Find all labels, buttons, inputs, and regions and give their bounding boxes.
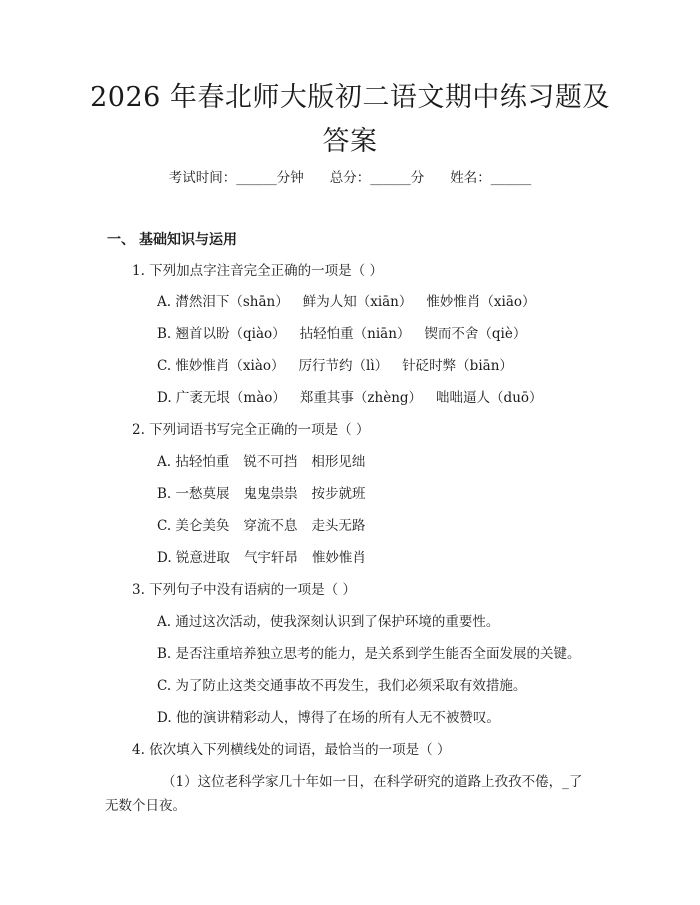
question-2-option-d: D. 锐意进取 气宇轩昂 惟妙惟肖 <box>157 550 366 566</box>
page-title: 2026 年春北师大版初二语文期中练习题及答案 <box>90 82 610 157</box>
question-4-passage: （1）这位老科学家几十年如一日，在科学研究的道路上孜孜不倦，_了无数个日夜。 <box>105 774 583 814</box>
question-3-option-b: B. 是否注重培养独立思考的能力，是关系到学生能否全面发展的关键。 <box>157 646 581 662</box>
exam-meta <box>0 168 700 188</box>
question-1-option-d: D. 广袤无垠（mào） 郑重其事（zhèng） 咄咄逼人（duō） <box>157 390 543 406</box>
section-heading <box>107 229 237 249</box>
exam-time-field: 考试时间：______分钟 <box>168 170 304 186</box>
question-2-option-c: C. 美仑美奂 穿流不息 走头无路 <box>157 518 366 534</box>
question-1: 1. 下列加点字注音完全正确的一项是（ ） <box>132 263 383 279</box>
total-score-field: 总分：______分 <box>329 170 425 186</box>
question-1-option-c: C. 惟妙惟肖（xiào） 厉行节约（lì） 针砭时弊（biān） <box>157 358 513 374</box>
question-2-option-b: B. 一愁莫展 鬼鬼祟祟 按步就班 <box>157 486 366 502</box>
section-title: 基础知识与运用 <box>139 232 237 248</box>
question-2: 2. 下列词语书写完全正确的一项是（ ） <box>132 422 370 438</box>
question-4: 4. 依次填入下列横线处的词语，最恰当的一项是（ ） <box>132 742 451 758</box>
question-3-option-a: A. 通过这次活动，使我深刻认识到了保护环境的重要性。 <box>157 614 500 630</box>
question-2-option-a: A. 拈轻怕重 锐不可挡 相形见绌 <box>157 454 366 470</box>
question-3: 3. 下列句子中没有语病的一项是（ ） <box>132 582 356 598</box>
question-1-option-b: B. 翘首以盼（qiào） 拈轻怕重（niān） 锲而不舍（qiè） <box>157 326 527 342</box>
question-3-option-c: C. 为了防止这类交通事故不再发生，我们必须采取有效措施。 <box>157 678 527 694</box>
question-3-option-d: D. 他的演讲精彩动人，博得了在场的所有人无不被赞叹。 <box>157 710 500 726</box>
question-1-option-a: A. 潸然泪下（shān） 鲜为人知（xiān） 惟妙惟肖（xiāo） <box>157 294 536 310</box>
section-number: 一、 <box>107 232 135 248</box>
student-name-field: 姓名：______ <box>450 170 532 186</box>
